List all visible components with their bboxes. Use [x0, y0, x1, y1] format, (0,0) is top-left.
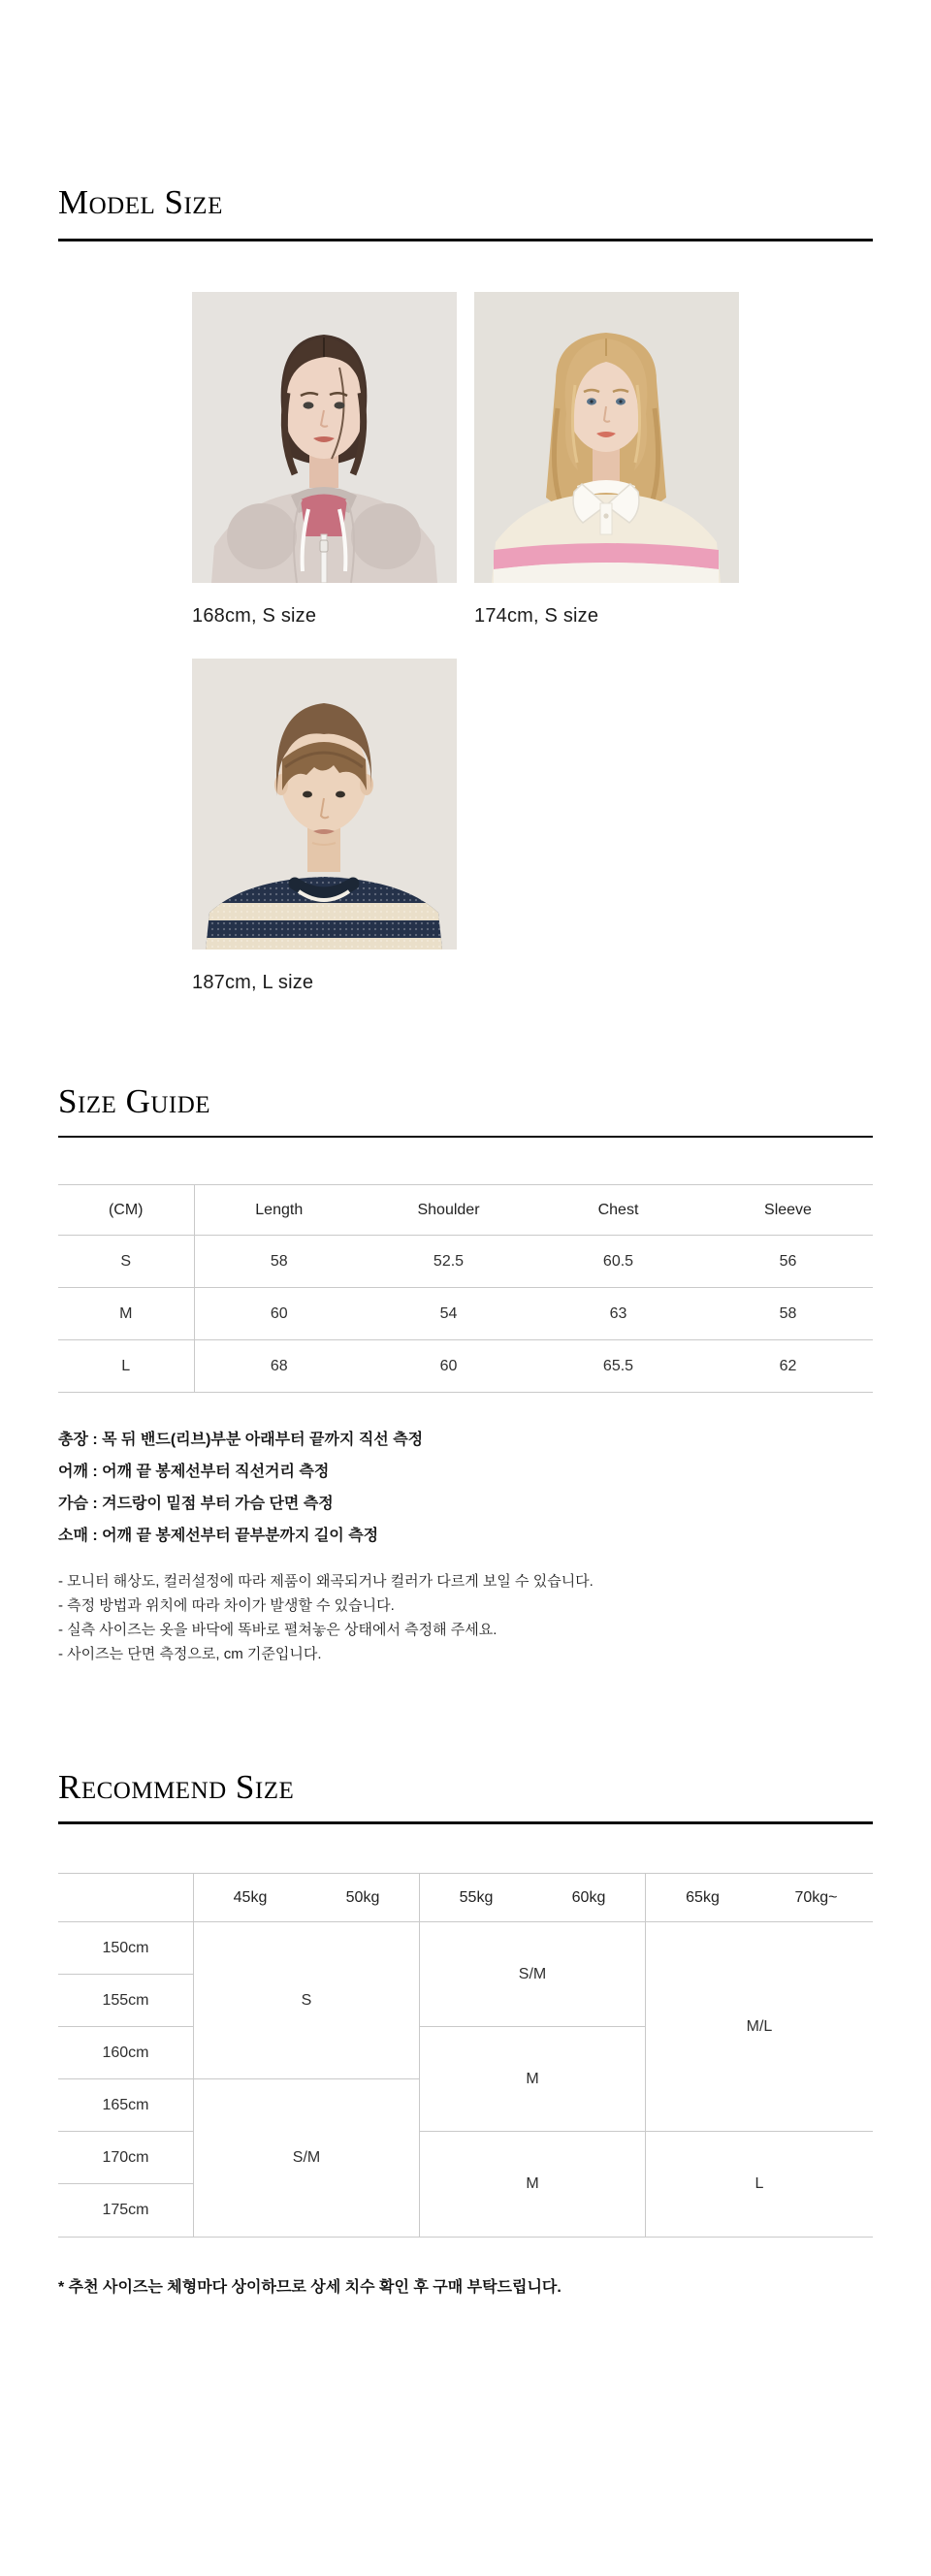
model-card-2 — [474, 292, 739, 628]
recommend-cell-m-upper: M — [420, 2027, 646, 2132]
model-card-3 — [192, 659, 457, 994]
recommend-cell-sm-left: S/M — [194, 2079, 420, 2237]
value-cell: 52.5 — [364, 1236, 533, 1288]
value-cell: 58 — [703, 1288, 873, 1340]
weight-group-45-50 — [194, 1874, 420, 1922]
measure-note-chest: 가슴 : 겨드랑이 밑점 부터 가슴 단면 측정 — [58, 1496, 334, 1512]
measure-note-shoulder: 어깨 : 어깨 끝 봉제선부터 직선거리 측정 — [58, 1464, 330, 1480]
size-row-l — [58, 1340, 873, 1393]
size-guide-heading: Size Guide — [58, 1082, 211, 1120]
recommend-cell-sm-mid: S/M — [420, 1922, 646, 2027]
height-label-175: 175cm — [58, 2184, 194, 2237]
size-row-s — [58, 1236, 873, 1288]
model-photo-row-1 — [192, 292, 739, 628]
weight-group-65-70 — [646, 1874, 873, 1922]
size-guide-table — [58, 1184, 873, 1393]
model-photo-row-2 — [192, 659, 739, 994]
recommend-cell-s: S — [194, 1922, 420, 2079]
weight-label: 55kg — [459, 1888, 494, 1906]
model-card-1 — [192, 292, 457, 628]
value-cell: 65.5 — [533, 1340, 703, 1393]
weight-label: 45kg — [233, 1888, 268, 1906]
female-model-windbreaker-illustration — [192, 292, 457, 583]
measurement-notes — [58, 1424, 873, 1552]
model-caption-2: 174cm, S size — [474, 605, 599, 627]
disclaimer-monitor: - 모니터 해상도, 컬러설정에 따라 제품이 왜곡되거나 컬러가 다르게 보일 수 있습니다. — [58, 1573, 594, 1590]
size-label: L — [58, 1340, 194, 1393]
model-caption-1: 168cm, S size — [192, 605, 317, 627]
recommend-footnote: * 추천 사이즈는 체형마다 상이하므로 상세 치수 확인 후 구매 부탁드립니다. — [58, 2279, 562, 2296]
value-cell: 60.5 — [533, 1236, 703, 1288]
weight-label: 60kg — [571, 1888, 606, 1906]
value-cell: 62 — [703, 1340, 873, 1393]
recommend-size-divider — [58, 1821, 873, 1824]
product-detail-page — [0, 182, 931, 2300]
model-caption-3: 187cm, L size — [192, 972, 314, 993]
disclaimer-flat: - 실측 사이즈는 옷을 바닥에 똑바로 펼쳐놓은 상태에서 측정해 주세요. — [58, 1622, 498, 1638]
measure-note-sleeve: 소매 : 어깨 끝 봉제선부터 끝부분까지 길이 측정 — [58, 1528, 379, 1544]
disclaimer-method: - 측정 방법과 위치에 따라 차이가 발생할 수 있습니다. — [58, 1597, 395, 1614]
height-label-160: 160cm — [58, 2027, 194, 2079]
male-model-striped-knit-illustration — [192, 659, 457, 950]
measure-note-length: 총장 : 목 뒤 밴드(리브)부분 아래부터 끝까지 직선 측정 — [58, 1432, 424, 1448]
weight-label: 70kg~ — [794, 1888, 838, 1906]
height-label-165: 165cm — [58, 2079, 194, 2132]
value-cell: 60 — [364, 1340, 533, 1393]
female-model-polo-illustration — [474, 292, 739, 583]
model-photo-3 — [192, 659, 457, 950]
model-photo-2 — [474, 292, 739, 583]
size-label: S — [58, 1236, 194, 1288]
value-cell: 56 — [703, 1236, 873, 1288]
column-header-chest: Chest — [533, 1185, 703, 1236]
height-label-155: 155cm — [58, 1975, 194, 2027]
column-header-length: Length — [194, 1185, 364, 1236]
height-label-150: 150cm — [58, 1922, 194, 1975]
value-cell: 68 — [194, 1340, 364, 1393]
size-row-m — [58, 1288, 873, 1340]
value-cell: 60 — [194, 1288, 364, 1340]
weight-group-55-60 — [420, 1874, 646, 1922]
disclaimer-notes — [58, 1569, 873, 1666]
recommend-header-corner — [58, 1874, 194, 1922]
value-cell: 58 — [194, 1236, 364, 1288]
value-cell: 54 — [364, 1288, 533, 1340]
recommend-cell-m-lower: M — [420, 2132, 646, 2237]
model-photo-1 — [192, 292, 457, 583]
recommend-size-table — [58, 1873, 873, 2238]
weight-label: 50kg — [345, 1888, 380, 1906]
column-header-shoulder: Shoulder — [364, 1185, 533, 1236]
model-size-divider — [58, 239, 873, 242]
weight-label: 65kg — [686, 1888, 720, 1906]
recommend-size-heading: Recommend Size — [58, 1768, 295, 1806]
disclaimer-cm: - 사이즈는 단면 측정으로, cm 기준입니다. — [58, 1646, 322, 1662]
size-guide-header-row — [58, 1185, 873, 1236]
size-label: M — [58, 1288, 194, 1340]
column-header-cm: (CM) — [58, 1185, 194, 1236]
recommend-cell-ml: M/L — [646, 1922, 873, 2132]
column-header-sleeve: Sleeve — [703, 1185, 873, 1236]
value-cell: 63 — [533, 1288, 703, 1340]
recommend-cell-l: L — [754, 2175, 764, 2192]
height-label-170: 170cm — [58, 2132, 194, 2184]
size-guide-divider — [58, 1136, 873, 1138]
model-size-heading: Model Size — [58, 183, 223, 221]
